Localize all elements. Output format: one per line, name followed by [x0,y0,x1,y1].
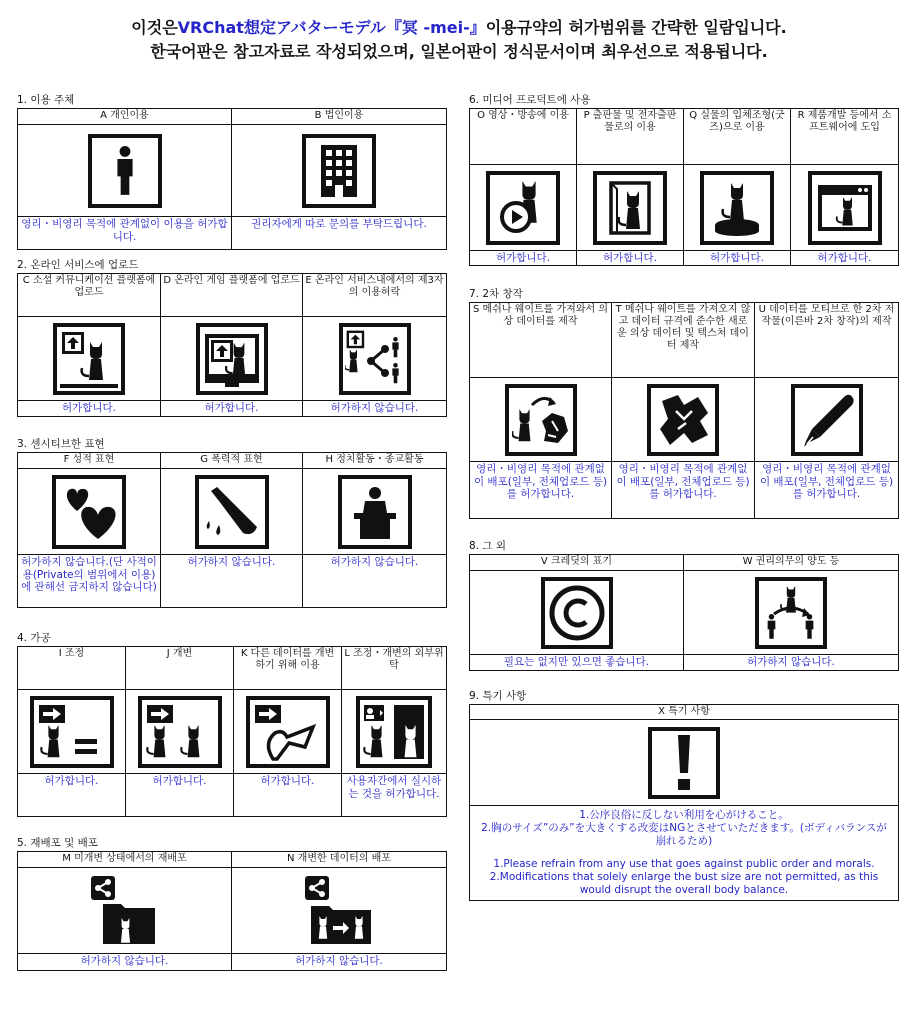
term-permission: 허가하지 않습니다. [187,556,276,568]
term-cell-g [161,453,303,607]
upload-avatar-icon [53,323,125,395]
term-permission: 허가합니다. [602,252,658,264]
adjust-icon [30,696,114,768]
terms-table [469,302,899,519]
section-title: 6. 미디어 프로덕트에 사용 [469,94,591,106]
term-head: O 영상・방송에 이용 [470,109,576,165]
term-head: L 조정・개변의 외부위탁 [342,647,446,690]
section-online-upload [17,259,447,417]
term-head: Q 실물의 입체조형(굿즈)으로 이용 [684,109,790,165]
term-head: U 데이터를 모티브로 한 2차 저작물(이른바 2차 창작)의 제작 [755,303,898,378]
cloth-icon [647,384,719,456]
share-folder-icon [89,874,161,948]
term-cell-o [470,109,577,265]
term-head: W 권리의무의 양도 등 [684,555,898,571]
terms-table [17,851,447,971]
term-cell-t [612,303,755,518]
term-permission: 허가합니다. [204,402,259,414]
term-cell-n [232,852,446,970]
special-notes-head: X 특기 사항 [470,705,898,720]
use-for-other-data-icon [246,696,330,768]
term-head: I 조정 [18,647,125,690]
term-cell-l [342,647,446,816]
book-icon [593,171,667,245]
term-cell-m [18,852,232,970]
terms-table [17,452,447,608]
term-permission: 허가합니다. [44,775,99,787]
term-permission: 허가합니다. [709,252,765,264]
term-cell-f [18,453,161,607]
term-cell-q [684,109,791,265]
term-permission: 영리・비영리 목적에 관계없이 배포(일부, 전체업로드 등)를 허가합니다. [473,463,608,500]
term-head: R 제품개발 등에서 소프트웨어에 도입 [791,109,898,165]
header-line-1 [0,16,918,40]
person-icon [88,134,162,208]
term-permission: 허가하지 않습니다. [295,955,383,967]
term-permission: 허가하지 않습니다.(단 사적이용(Private의 범위에서 이용)에 관해선 금지하지 않습니다) [21,556,157,593]
special-notes-text [470,806,898,900]
share-third-party-icon [339,323,411,395]
term-head: J 개변 [126,647,233,690]
term-permission: 영리・비영리 목적에 관계없이 배포(일부, 전체업로드 등)를 허가합니다. [616,463,750,500]
section-title: 9. 특기 사항 [469,690,527,702]
section-usage-subject [17,94,447,250]
term-cell-s [470,303,612,518]
term-permission: 허가합니다. [495,252,551,264]
term-permission: 필요는 없지만 있으면 좋습니다. [503,656,650,668]
software-window-icon [808,171,882,245]
term-cell-j [126,647,234,816]
section-derivative-works [469,288,899,519]
term-head: G 폭력적 표현 [161,453,302,469]
terms-table [469,554,899,671]
term-permission: 영리・비영리 목적에 관계없이 배포(일부, 전체업로드 등)를 허가합니다. [759,463,894,500]
term-cell-d [161,274,303,416]
terms-table [17,646,447,817]
term-cell-e [303,274,446,416]
term-head: P 출판물 및 전자출판물로의 이용 [577,109,683,165]
term-head: N 개변한 데이터의 배포 [232,852,446,868]
section-media-products [469,94,899,266]
hearts-icon [52,475,126,549]
section-processing [17,632,447,817]
pen-nib-icon [791,384,863,456]
podium-speaker-icon [338,475,412,549]
transfer-rights-icon [755,577,827,649]
terms-table [469,108,899,266]
note-jp-1: 1.公序良俗に反しない利用を心がけること。 [579,809,789,821]
term-cell-r [791,109,898,265]
term-head: B 법인이용 [232,109,446,125]
header-line-2: 한국어판은 참고자료로 작성되었으며, 일본어판이 정식문서이며 최우선으로 적용됩니다. [150,42,768,61]
term-cell-a [18,109,232,249]
term-cell-w [684,555,898,670]
term-permission: 허가합니다. [260,775,315,787]
term-cell-v [470,555,684,670]
term-head: E 온라인 서비스내에서의 제3자의 이용허락 [303,274,446,317]
header-product-name: VRChat想定アバターモデル『冥 -mei-』 [177,18,486,37]
term-permission: 허가합니다. [61,402,117,414]
term-cell-u [755,303,898,518]
office-building-icon [302,134,376,208]
section-special-notes [469,690,899,901]
header-suffix: 이용규약의 허가범위를 간략한 일람입니다. [485,18,787,37]
section-other [469,540,899,671]
section-sensitive-expression [17,438,447,608]
term-permission: 권리자에게 따로 문의를 부탁드립니다. [251,218,427,230]
upload-game-icon [196,323,268,395]
term-permission: 사용자간에서 실시하는 것을 허가합니다. [346,775,442,800]
term-head: V 크레딧의 표기 [470,555,683,571]
terms-table [17,273,447,417]
share-modified-icon [303,874,375,948]
term-cell-b [232,109,446,249]
section-title: 2. 온라인 서비스에 업로드 [17,259,139,271]
term-permission: 허가합니다. [817,252,872,264]
terms-table [17,108,447,250]
copyright-icon [541,577,613,649]
exclamation-icon [648,727,720,799]
term-head: A 개인이용 [18,109,231,125]
term-cell-c [18,274,161,416]
term-permission: 허가합니다. [152,775,207,787]
figure-icon [700,171,774,245]
section-title: 4. 가공 [17,632,51,644]
special-notes-table [469,704,899,901]
mesh-transfer-icon [505,384,577,456]
section-redistribution [17,837,447,971]
term-cell-k [234,647,342,816]
term-cell-i [18,647,126,816]
term-head: D 온라인 게임 플랫폼에 업로드 [161,274,302,317]
section-title: 1. 이용 주체 [17,94,75,106]
term-permission: 허가하지 않습니다. [330,556,419,568]
term-head: H 정치활동・종교활동 [303,453,446,469]
term-head: S 메쉬나 웨이트를 가져와서 의상 데이터를 제작 [470,303,611,378]
note-en-1: 1.Please refrain from any use that goes against public order and morals. [493,858,875,870]
knife-icon [195,475,269,549]
page-header [0,16,918,64]
video-play-icon [486,171,560,245]
term-cell-h [303,453,446,607]
term-head: F 성적 표현 [18,453,160,469]
term-permission: 영리・비영리 목적에 관계없이 이용을 허가합니다. [21,218,228,243]
modify-icon [138,696,222,768]
section-title: 7. 2차 창작 [469,288,523,300]
header-prefix: 이것은 [131,18,178,37]
section-title: 3. 센시티브한 표현 [17,438,105,450]
section-title: 8. 그 외 [469,540,506,552]
term-head: T 메쉬나 웨이트를 가져오지 않고 데이터 규격에 준수한 새로운 의상 데이터 및 텍스처 데이터 제작 [612,303,754,378]
term-head: K 다른 데이터를 개변하기 위해 이용 [234,647,341,690]
outsource-icon [356,696,432,768]
term-permission: 허가하지 않습니다. [747,656,835,668]
term-head: M 미개변 상태에서의 재배포 [18,852,231,868]
section-title: 5. 재배포 및 배포 [17,837,98,849]
term-permission: 허가하지 않습니다. [330,402,419,414]
term-cell-p [577,109,684,265]
note-jp-2: 2.胸のサイズ”のみ”を大きくする改変はNGとさせていただきます。(ボディバランスが崩れるため) [481,822,887,847]
note-en-2: 2.Modifications that solely enlarge the bust size are not permitted, as this would disrupt the overall body balance. [489,871,879,896]
term-permission: 허가하지 않습니다. [80,955,169,967]
term-head: C 소셜 커뮤니케이션 플랫폼에 업로드 [18,274,160,317]
